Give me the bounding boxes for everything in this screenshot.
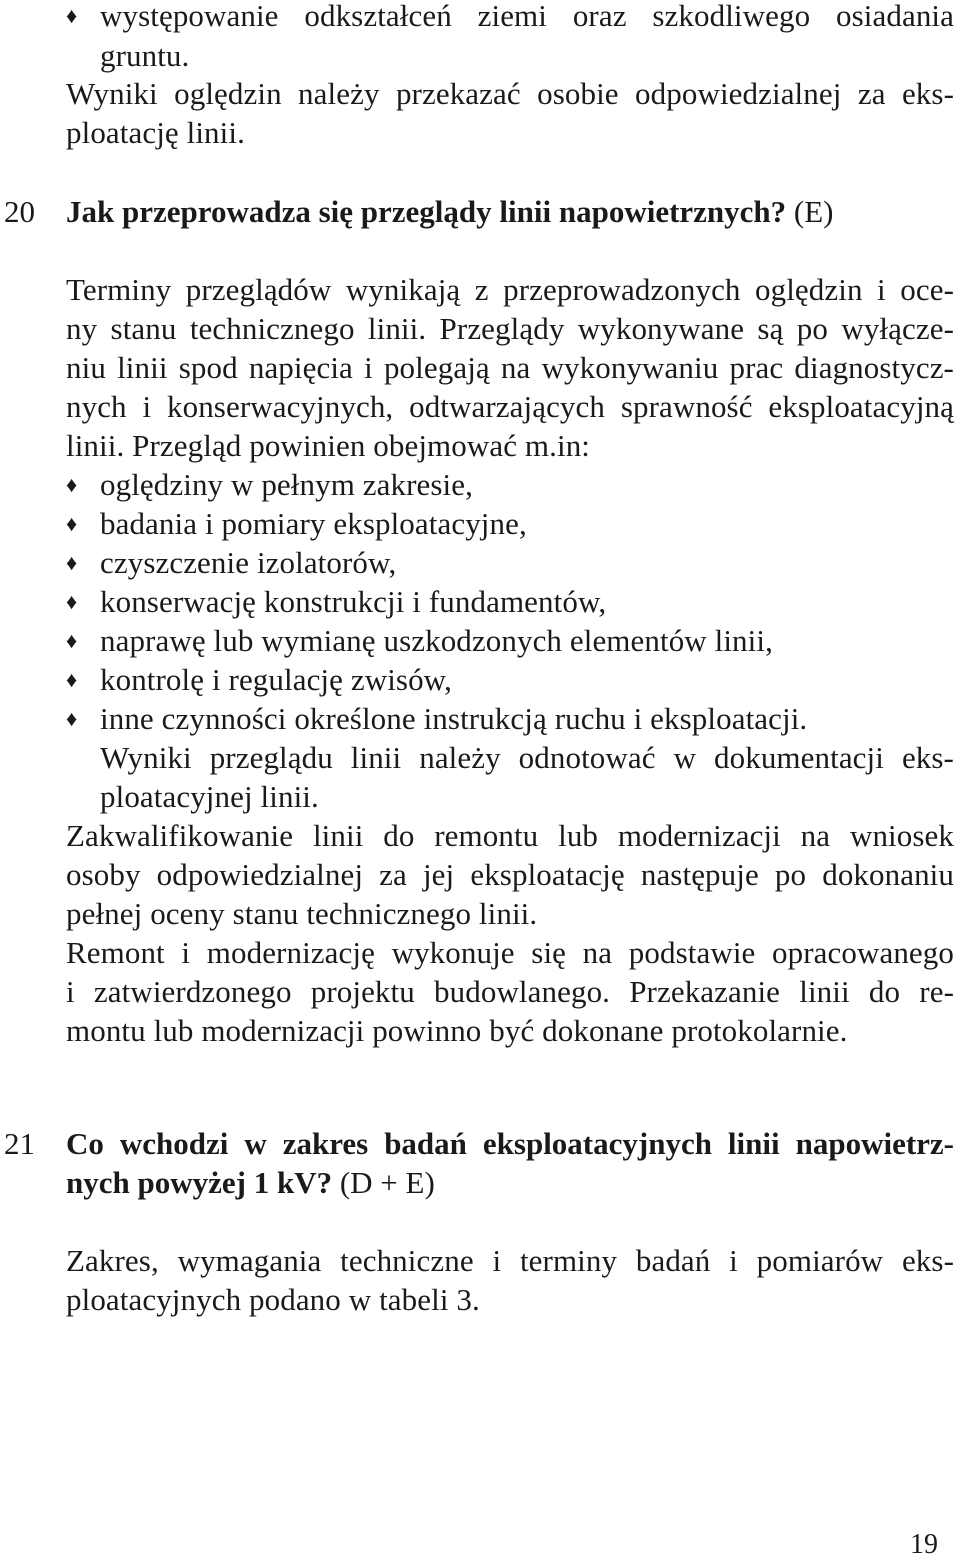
q20-bullet-note-line-2: ploatacyjnej linii. <box>100 779 319 814</box>
q20-para2-line-1: Zakwalifikowanie linii do remontu lub modernizacji na wniosek <box>66 818 954 853</box>
q20-para1-line-1: Terminy przeglądów wynikają z przeprowadzonych oględzin i oce- <box>66 272 954 307</box>
question-21-category: (D + E) <box>332 1165 435 1200</box>
intro-bullet-line-1 <box>66 0 954 36</box>
q20-para2-line-2: osoby odpowiedzialnej za jej eksploatację następuje po dokonaniu <box>66 857 954 892</box>
list-item: ♦ konserwację konstrukcji i fundamentów, <box>66 582 954 622</box>
list-item: ♦ badania i pomiary eksploatacyjne, <box>66 504 954 544</box>
question-20-heading <box>66 192 954 232</box>
list-item: ♦ naprawę lub wymianę uszkodzonych elementów linii, <box>66 621 954 661</box>
list-item: ♦ kontrolę i regulację zwisów, <box>66 660 954 700</box>
q20-para1-line-4: nych i konserwacyjnych, odtwarzających sprawność eksploatacyjną <box>66 389 954 424</box>
q21-para1-line-2: ploatacyjnych podano w tabeli 3. <box>66 1282 480 1317</box>
intro-bullet-line-2: gruntu. <box>100 38 190 73</box>
diamond-bullet-icon: ♦ <box>66 3 78 28</box>
q20-para1-line-5: linii. Przegląd powinien obejmować m.in: <box>66 428 591 463</box>
diamond-bullet-icon: ♦ <box>66 628 78 653</box>
intro-paragraph-line-2: ploatację linii. <box>66 115 245 150</box>
page-number: 19 <box>910 1529 938 1560</box>
question-21-number: 21 <box>4 1126 35 1161</box>
q20-para3-line-3: montu lub modernizacji powinno być dokonane protokolarnie. <box>66 1013 848 1048</box>
q20-para1-line-2: ny stanu technicznego linii. Przeglądy wykonywane są po wyłącze- <box>66 311 954 346</box>
diamond-bullet-icon: ♦ <box>66 667 78 692</box>
question-20-title: Jak przeprowadza się przeglądy linii napowietrznych? <box>66 194 787 229</box>
list-item: ♦ czyszczenie izolatorów, <box>66 543 954 583</box>
list-item: ♦ oględziny w pełnym zakresie, <box>66 465 954 505</box>
q20-bullet-note-line-1: Wyniki przeglądu linii należy odnotować w dokumentacji eks- <box>100 740 954 775</box>
diamond-bullet-icon: ♦ <box>66 589 78 614</box>
q20-para3-line-2: i zatwierdzonego projektu budowlanego. Przekazanie linii do re- <box>66 974 954 1009</box>
question-21-title-line-2: nych powyżej 1 kV? <box>66 1165 333 1200</box>
list-item: ♦ inne czynności określone instrukcją ruchu i eksploatacji. <box>66 699 954 739</box>
diamond-bullet-icon: ♦ <box>66 472 78 497</box>
question-21-heading-line-2 <box>66 1163 954 1203</box>
question-20-number: 20 <box>4 194 35 229</box>
intro-bullet-text-1: występowanie odkształceń ziemi oraz szkodliwego osiadania <box>100 0 954 33</box>
q20-para1-line-3: niu linii spod napięcia i polegają na wykonywaniu prac diagnostycz- <box>66 350 954 385</box>
diamond-bullet-icon: ♦ <box>66 550 78 575</box>
diamond-bullet-icon: ♦ <box>66 511 78 536</box>
question-20-category: (E) <box>786 194 834 229</box>
question-21-title-line-1: Co wchodzi w zakres badań eksploatacyjnych linii napowietrz- <box>66 1126 954 1161</box>
q20-para3-line-1: Remont i modernizację wykonuje się na podstawie opracowanego <box>66 935 954 970</box>
q21-para1-line-1: Zakres, wymagania techniczne i terminy badań i pomiarów eks- <box>66 1243 954 1278</box>
intro-paragraph-line-1: Wyniki oględzin należy przekazać osobie odpowiedzialnej za eks- <box>66 76 954 111</box>
diamond-bullet-icon: ♦ <box>66 706 78 731</box>
q20-para2-line-3: pełnej oceny stanu technicznego linii. <box>66 896 538 931</box>
